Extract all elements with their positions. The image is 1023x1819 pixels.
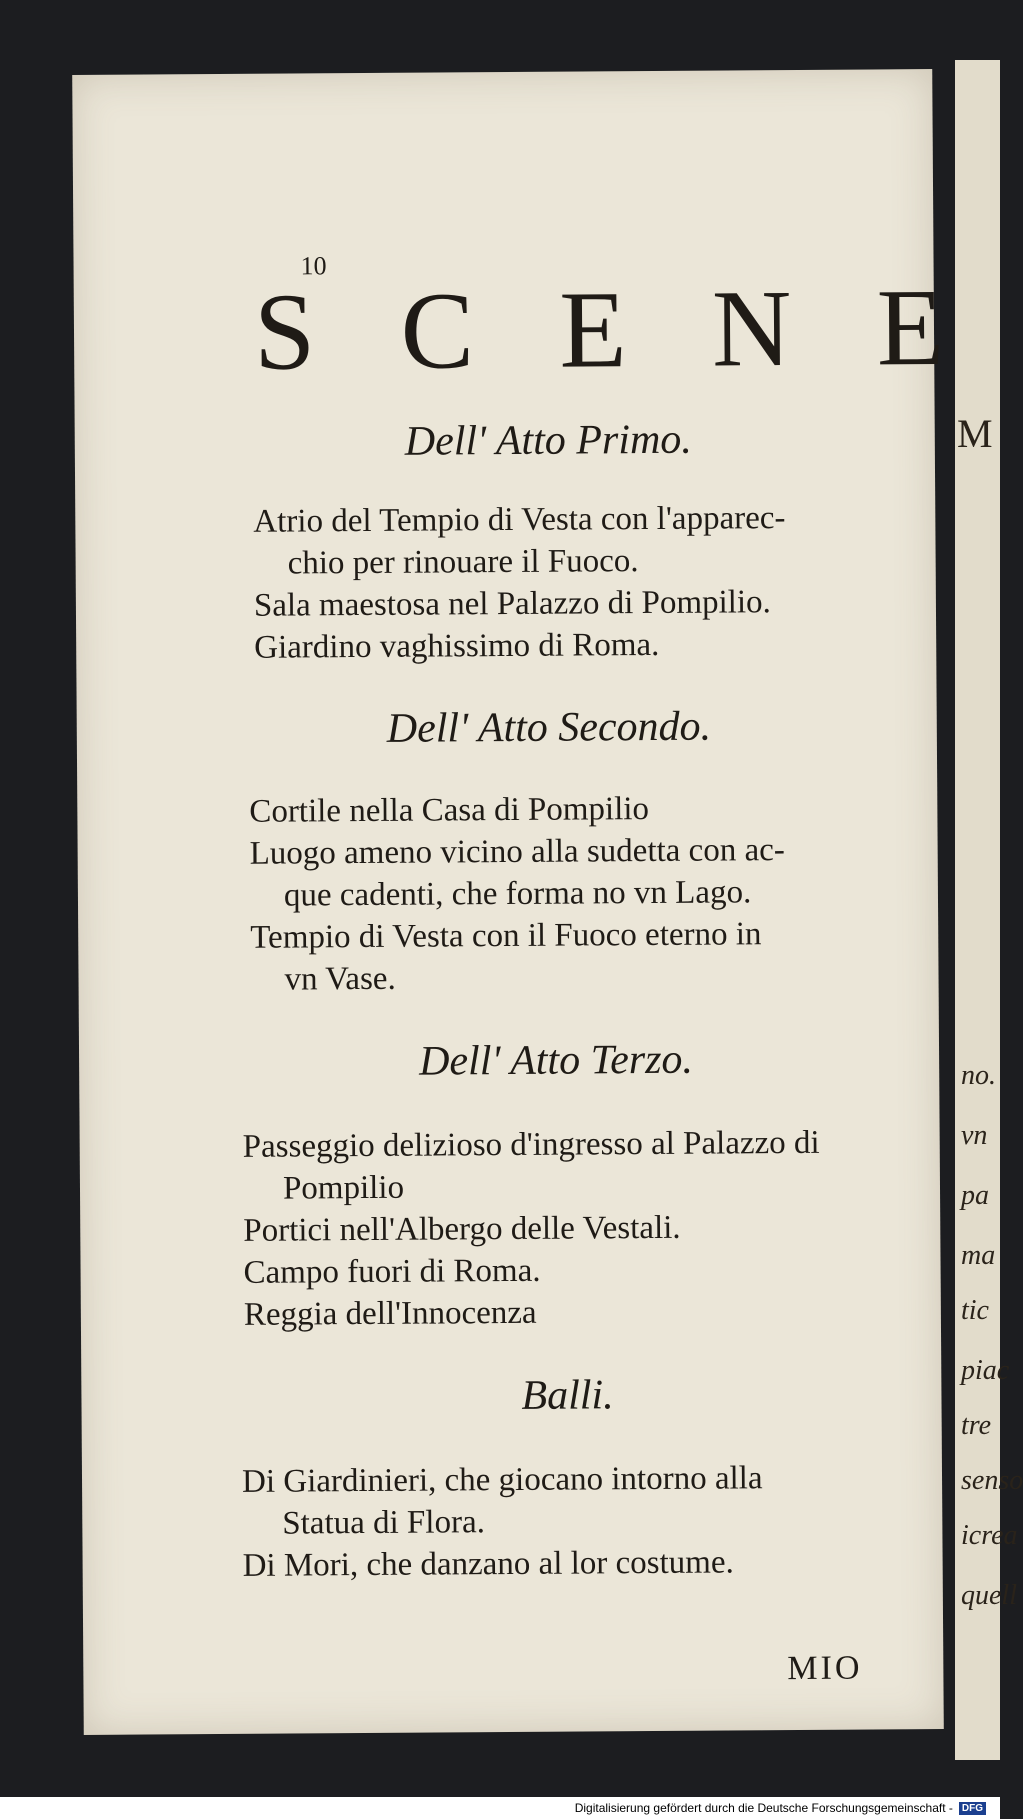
- scene-line: Tempio di Vesta con il Fuoco eterno in: [250, 916, 762, 956]
- scene-line: Reggia dell'Innocenza: [243, 1294, 537, 1333]
- title-letter: N: [711, 267, 792, 390]
- adjacent-edge-text: ma: [961, 1240, 996, 1271]
- adjacent-edge-text: no.: [961, 1060, 996, 1091]
- scene-line: Passeggio delizioso d'ingresso al Palazzo di: [242, 1124, 820, 1165]
- adjacent-edge-text: icrea: [961, 1520, 1018, 1551]
- scene-line: Giardino vaghissimo di Roma.: [254, 626, 660, 666]
- scene-line: Di Giardinieri, che giocano intorno alla: [241, 1460, 763, 1500]
- scene-line: Portici nell'Albergo delle Vestali.: [243, 1209, 681, 1249]
- adjacent-edge-text: M: [957, 411, 993, 456]
- section-heading: Dell' Atto Primo.: [404, 416, 692, 465]
- title-letter: E: [558, 268, 627, 391]
- page-number: 10: [300, 251, 327, 281]
- adjacent-edge-text: senso: [961, 1465, 1023, 1496]
- catchword: MIO: [787, 1649, 863, 1688]
- scene-line: chio per rinouare il Fuoco.: [287, 543, 639, 582]
- section-heading: Dell' Atto Secondo.: [386, 703, 712, 752]
- adjacent-edge-text: quell: [961, 1580, 1017, 1611]
- page-title: [254, 264, 945, 396]
- section-heading: Balli.: [521, 1372, 614, 1419]
- scene-line: Pompilio: [282, 1169, 405, 1207]
- scene-line: Campo fuori di Roma.: [243, 1252, 541, 1291]
- scene-line: Atrio del Tempio di Vesta con l'apparec-: [253, 500, 786, 540]
- section-heading: Dell' Atto Terzo.: [418, 1036, 694, 1085]
- scene-line: Statua di Flora.: [282, 1504, 486, 1542]
- book-page: [72, 69, 944, 1735]
- title-letter: S: [253, 270, 316, 393]
- title-letter: C: [400, 269, 475, 392]
- scene-line: vn Vase.: [284, 960, 396, 998]
- scene-line: que cadenti, che forma no vn Lago.: [283, 874, 752, 914]
- scene-line: Cortile nella Casa di Pompilio: [249, 791, 650, 830]
- adjacent-edge-text: tic: [961, 1295, 989, 1326]
- dfg-logo: DFG: [959, 1802, 986, 1815]
- scene-line: Di Mori, che danzano al lor costume.: [242, 1544, 734, 1584]
- digitization-credit: [0, 1797, 1000, 1819]
- adjacent-edge-text: piac: [961, 1355, 1010, 1386]
- scene-line: Luogo ameno vicino alla sudetta con ac-: [249, 832, 785, 872]
- scene-line: Sala maestosa nel Palazzo di Pompilio.: [253, 584, 771, 624]
- adjacent-edge-text: pa: [961, 1180, 989, 1211]
- adjacent-page-edge: [955, 60, 1023, 1760]
- title-letter: E: [876, 265, 945, 389]
- credit-text: Digitalisierung gefördert durch die Deutsche Forschungsgemeinschaft -: [574, 1801, 953, 1815]
- adjacent-edge-text: vn: [961, 1120, 988, 1151]
- adjacent-edge-text: tre: [961, 1410, 992, 1441]
